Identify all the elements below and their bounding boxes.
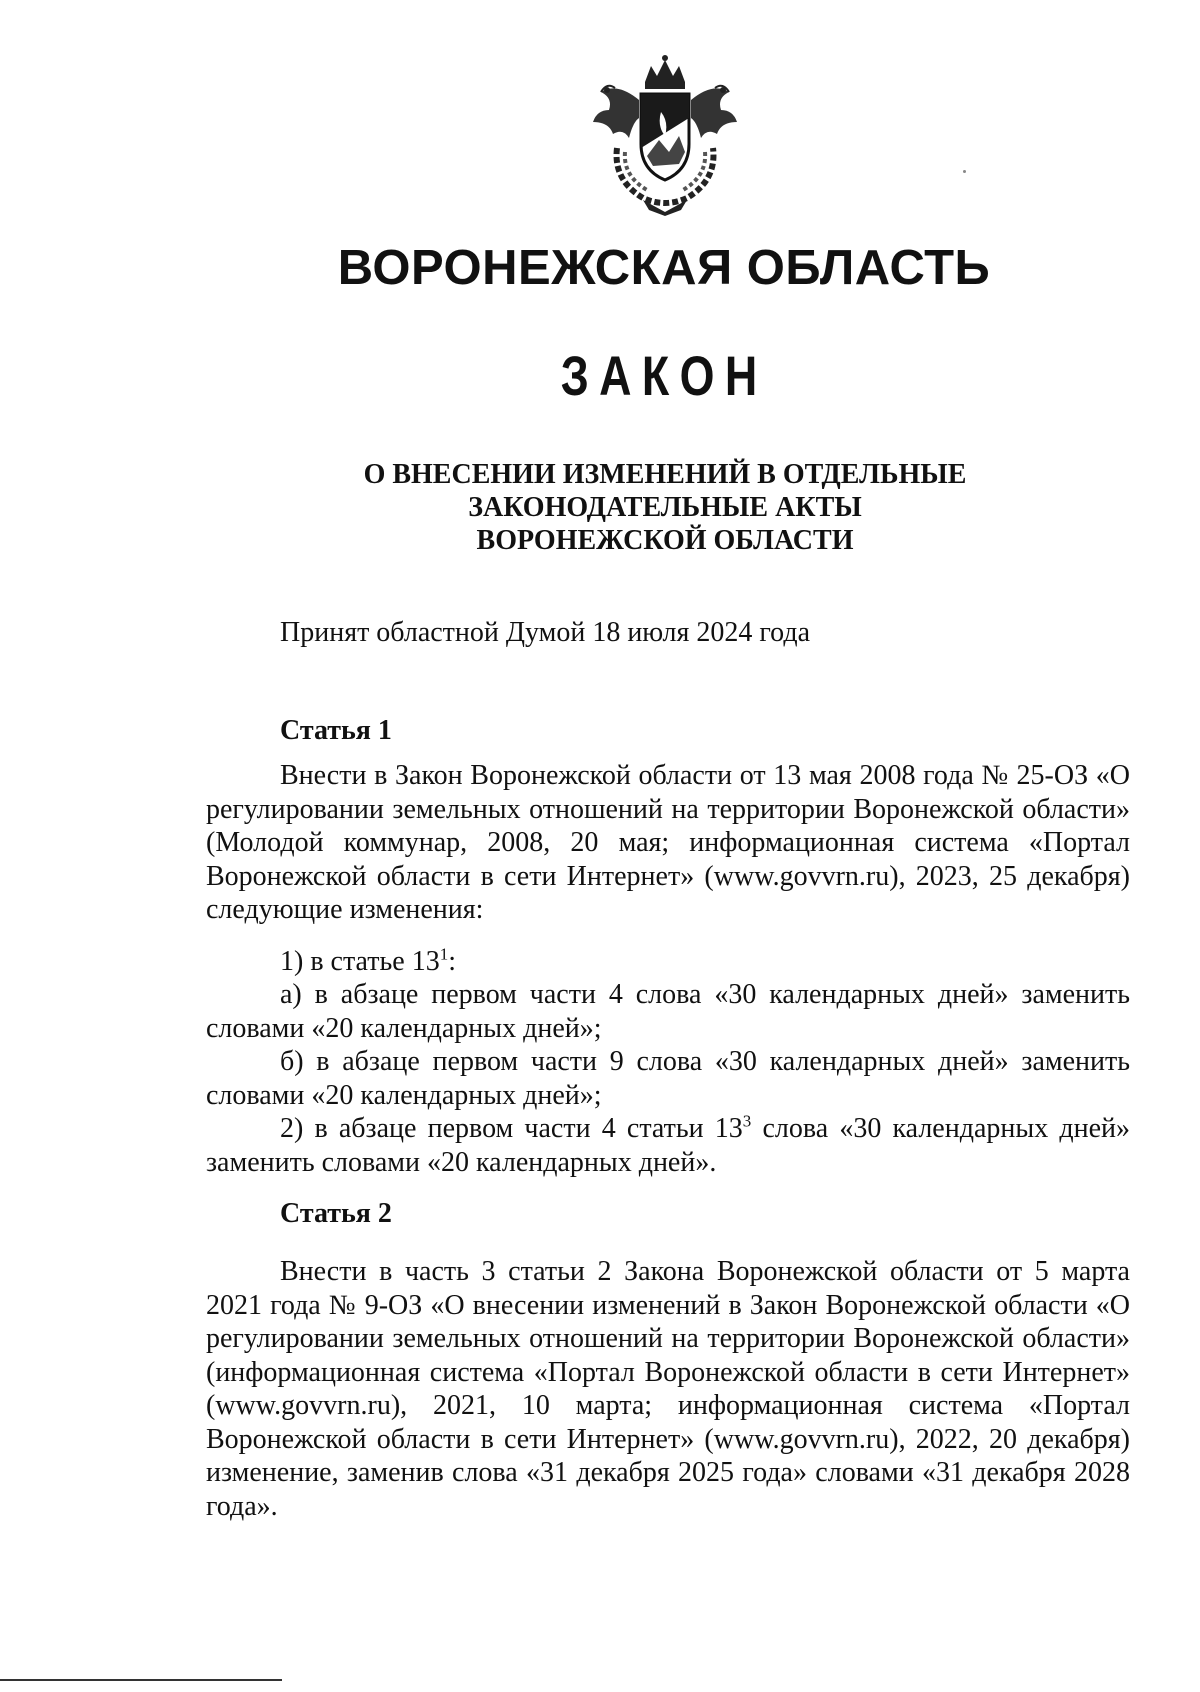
article-1-intro: Внести в Закон Воронежской области от 13 мая 2008 года № 25-ОЗ «О регулировании земельных отношений на территории Воронежской области» (Молодой коммунар, 2008, 20 мая; информационная система «Портал Воронежской области в сети Интернет» (www.govvrn.ru), 2023, 25 декабря) следующие изменения:	[206, 760, 1130, 925]
article-2-heading: Статья 2	[280, 1198, 392, 1229]
article-2-body	[206, 1255, 1130, 1523]
law-title: ЗАКОН	[560, 344, 768, 407]
item-text: :	[448, 945, 456, 977]
law-subject-line: О ВНЕСЕНИИ ИЗМЕНЕНИЙ В ОТДЕЛЬНЫЕ	[363, 459, 967, 490]
article-1-item-2	[206, 1112, 1130, 1179]
item-text: 2) в абзаце первом части 4 статьи 13	[280, 1113, 743, 1144]
law-subject	[300, 458, 1030, 557]
article-1-body	[206, 759, 1130, 1179]
law-subject-line: ЗАКОНОДАТЕЛЬНЫЕ АКТЫ	[468, 492, 862, 523]
article-1-item-1	[206, 945, 1130, 979]
region-title: ВОРОНЕЖСКАЯ ОБЛАСТЬ	[337, 241, 991, 295]
scan-speck	[963, 170, 966, 173]
law-subject-line: ВОРОНЕЖСКОЙ ОБЛАСТИ	[476, 525, 854, 556]
article-1-item-1b: б) в абзаце первом части 9 слова «30 календарных дней» заменить словами «20 календарных дней»;	[206, 1046, 1130, 1111]
article-1-heading: Статья 1	[280, 715, 392, 746]
footer-rule	[0, 1679, 282, 1681]
article-1-item-1a: а) в абзаце первом части 4 слова «30 календарных дней» заменить словами «20 календарных дней»;	[206, 979, 1130, 1044]
article-2-text: Внести в часть 3 статьи 2 Закона Воронежской области от 5 марта 2021 года № 9-ОЗ «О внесении изменений в Закон Воронежской области «О регулировании земельных отношений на территории Воронежской области» (информационная система «Портал Воронежской области в сети Интернет» (www.govvrn.ru), 2021, 10 марта; информационная система «Портал Воронежской области в сети Интернет» (www.govvrn.ru), 2022, 20 декабря) изменение, заменив слова «31 декабря 2025 года» словами «31 декабря 2028 года».	[206, 1256, 1130, 1522]
superscript: 3	[742, 1111, 752, 1131]
superscript: 1	[439, 944, 449, 964]
item-text: слова «30 календарных дней» заменить словами «20 календарных дней».	[206, 1113, 1131, 1178]
item-text: 1) в статье 13	[280, 945, 440, 977]
voronezh-coat-of-arms-icon	[583, 52, 747, 216]
adoption-date: Принят областной Думой 18 июля 2024 года	[280, 617, 811, 648]
